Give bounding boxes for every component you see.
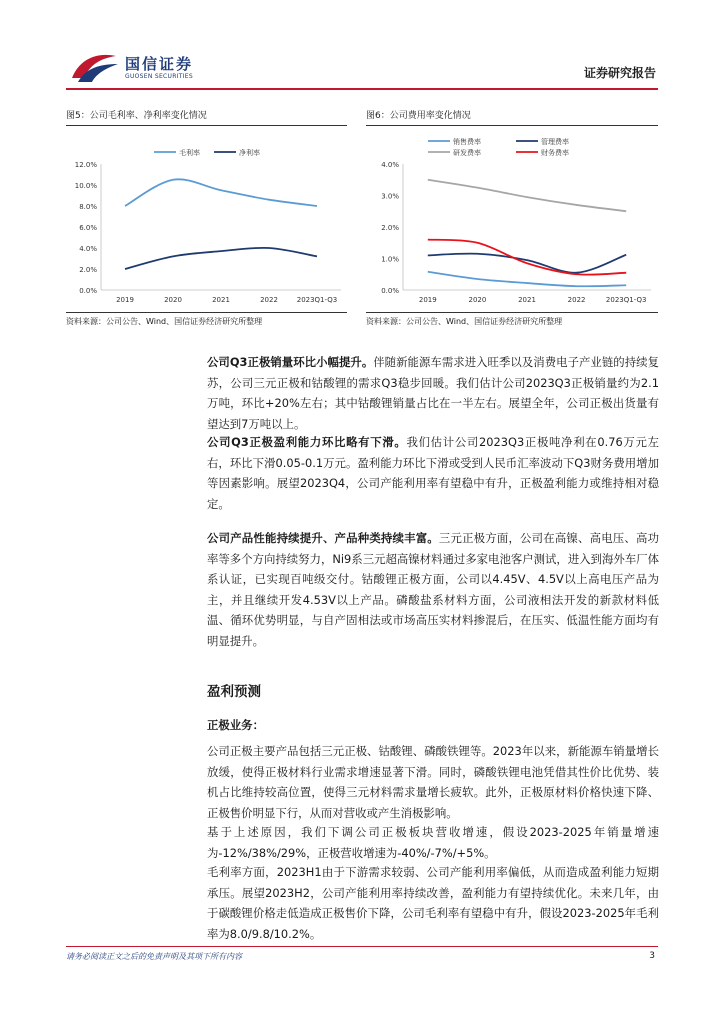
paragraph-cathode-products-text: 公司正极主要产品包括三元正极、钴酸锂、磷酸铁锂等。2023年以来，新能源车销量增长放缓，使得正极材料行业需求增速显著下滑。同时，磷酸铁锂电池凭借其性价比优势、装机占比维持较高位置，使得三元材料需求量增长疲软。此外，正极原材料价格快速下降、正极售价明显下行，从而对营收或产生消极影响。	[207, 744, 659, 820]
x-tick-label: 2022	[567, 296, 586, 304]
y-tick-label: 0.0%	[79, 287, 97, 295]
report-type-label: 证券研究报告	[583, 66, 656, 80]
logo-mark-icon	[70, 50, 120, 84]
logo-english-name: GUOSEN SECURITIES	[125, 73, 194, 80]
figure-6-chart	[366, 126, 658, 320]
figure-5-chart	[66, 126, 347, 320]
y-tick-label: 4.0%	[381, 161, 399, 169]
y-tick-label: 3.0%	[381, 192, 399, 201]
paragraph-revenue-assumption-text: 基于上述原因，我们下调公司正极板块营收增速，假设2023-2025年销量增速为-12%/38%/29%，正极营收增速为-40%/-7%/+5%。	[207, 825, 659, 860]
y-tick-label: 1.0%	[381, 255, 399, 264]
footer-disclaimer: 请务必阅读正文之后的免责声明及其项下所有内容	[66, 952, 242, 961]
y-tick-label: 2.0%	[79, 266, 97, 274]
figure-6-source: 资料来源：公司公告、Wind、国信证券经济研究所整理	[366, 312, 658, 327]
figure-5-title: 图5：公司毛利率、净利率变化情况	[66, 108, 347, 126]
series-line-1	[125, 248, 317, 269]
y-tick-label: 4.0%	[79, 245, 97, 253]
expense-chart-svg	[366, 126, 658, 316]
paragraph-q3-sales-text: 伴随新能源车需求进入旺季以及消费电子产业链的持续复苏，公司三元正极和钴酸锂的需求Q3稳步回暖。我们估计公司2023Q3正极销量约为2.1万吨，环比+20%左右；其中钴酸锂销量占比在一半左右。展望全年，公司正极出货量有望达到7万吨以上。	[207, 355, 659, 431]
legend-label-3: 财务费率	[541, 149, 569, 157]
paragraph-gross-margin	[207, 862, 659, 944]
paragraph-cathode-products	[207, 741, 659, 823]
legend-label-1: 净利率	[239, 149, 260, 157]
y-tick-label: 12.0%	[74, 161, 97, 169]
paragraph-product-performance-text: 三元正极方面，公司在高镍、高电压、高功率等多个方向持续努力，Ni9系三元超高镍材料通过多家电池客户测试，进入到海外车厂体系认证，已实现百吨级交付。钴酸锂正极方面，公司以4.45V、4.5V以上高电压产品为主，并且继续开发4.53V以上产品。磷酸盐系材料方面，公司液相法开发的新款材料低温、循环优势明显，与自产固相法或市场高压实材料掺混后，在压实、低温性能方面均有明显提升。	[207, 531, 659, 648]
legend-label-2: 研发费率	[453, 149, 481, 157]
figure-5-source: 资料来源：公司公告、Wind、国信证券经济研究所整理	[66, 312, 347, 327]
series-line-3	[428, 240, 626, 275]
paragraph-q3-profit-lead: 公司Q3正极盈利能力环比略有下滑。	[207, 435, 407, 449]
x-tick-label: 2023Q1-Q3	[296, 296, 338, 304]
y-tick-label: 2.0%	[381, 224, 399, 232]
subsection-title-cathode: 正极业务：	[207, 718, 264, 732]
legend-label-0: 毛利率	[179, 149, 200, 157]
paragraph-q3-profit	[207, 432, 659, 514]
x-tick-label: 2023Q1-Q3	[605, 296, 647, 304]
paragraph-gross-margin-text: 毛利率方面，2023H1由于下游需求较弱、公司产能利用率偏低，从而造成盈利能力短期承压。展望2023H2，公司产能利用率持续改善，盈利能力有望持续优化。未来几年，由于碳酸锂价格走低造成正极售价下降，公司毛利率有望稳中有升，假设2023-2025年毛利率为8.0/9.8/10.2%。	[207, 865, 659, 941]
x-tick-label: 2020	[468, 296, 487, 304]
figure-6-title: 图6：公司费用率变化情况	[366, 108, 658, 126]
series-line-0	[125, 179, 317, 206]
page-number: 3	[649, 951, 655, 961]
x-tick-label: 2022	[260, 296, 278, 304]
y-tick-label: 0.0%	[381, 287, 399, 295]
header-divider	[66, 88, 658, 90]
series-line-2	[428, 180, 626, 212]
footer-divider	[66, 946, 658, 947]
paragraph-revenue-assumption	[207, 822, 659, 863]
section-title-profit-forecast: 盈利预测	[207, 684, 261, 700]
logo-chinese-name: 国信证券	[125, 55, 194, 73]
figure-6	[366, 108, 658, 320]
x-tick-label: 2021	[212, 296, 230, 304]
margin-chart-svg	[66, 126, 347, 316]
paragraph-q3-profit-text: 我们估计公司2023Q3正极吨净利在0.76万元左右，环比下滑0.05-0.1万元。盈利能力环比下滑或受到人民币汇率波动下Q3财务费用增加等因素影响。展望2023Q4，公司产能利用率有望稳中有升，正极盈利能力或维持相对稳定。	[207, 435, 659, 511]
x-tick-label: 2019	[418, 296, 437, 304]
paragraph-q3-sales-lead: 公司Q3正极销量环比小幅提升。	[207, 355, 374, 369]
page-header	[0, 0, 724, 90]
figure-5	[66, 108, 347, 320]
x-tick-label: 2021	[518, 296, 536, 304]
y-tick-label: 6.0%	[79, 224, 97, 232]
y-tick-label: 10.0%	[74, 182, 97, 190]
legend-label-0: 销售费率	[453, 138, 481, 146]
y-tick-label: 8.0%	[79, 203, 97, 211]
company-logo	[70, 50, 205, 86]
paragraph-product-performance	[207, 528, 659, 651]
legend-label-1: 管理费率	[541, 138, 569, 146]
x-tick-label: 2019	[116, 296, 134, 304]
paragraph-product-performance-lead: 公司产品性能持续提升、产品种类持续丰富。	[207, 531, 439, 545]
paragraph-q3-sales	[207, 352, 659, 434]
x-tick-label: 2020	[164, 296, 182, 304]
